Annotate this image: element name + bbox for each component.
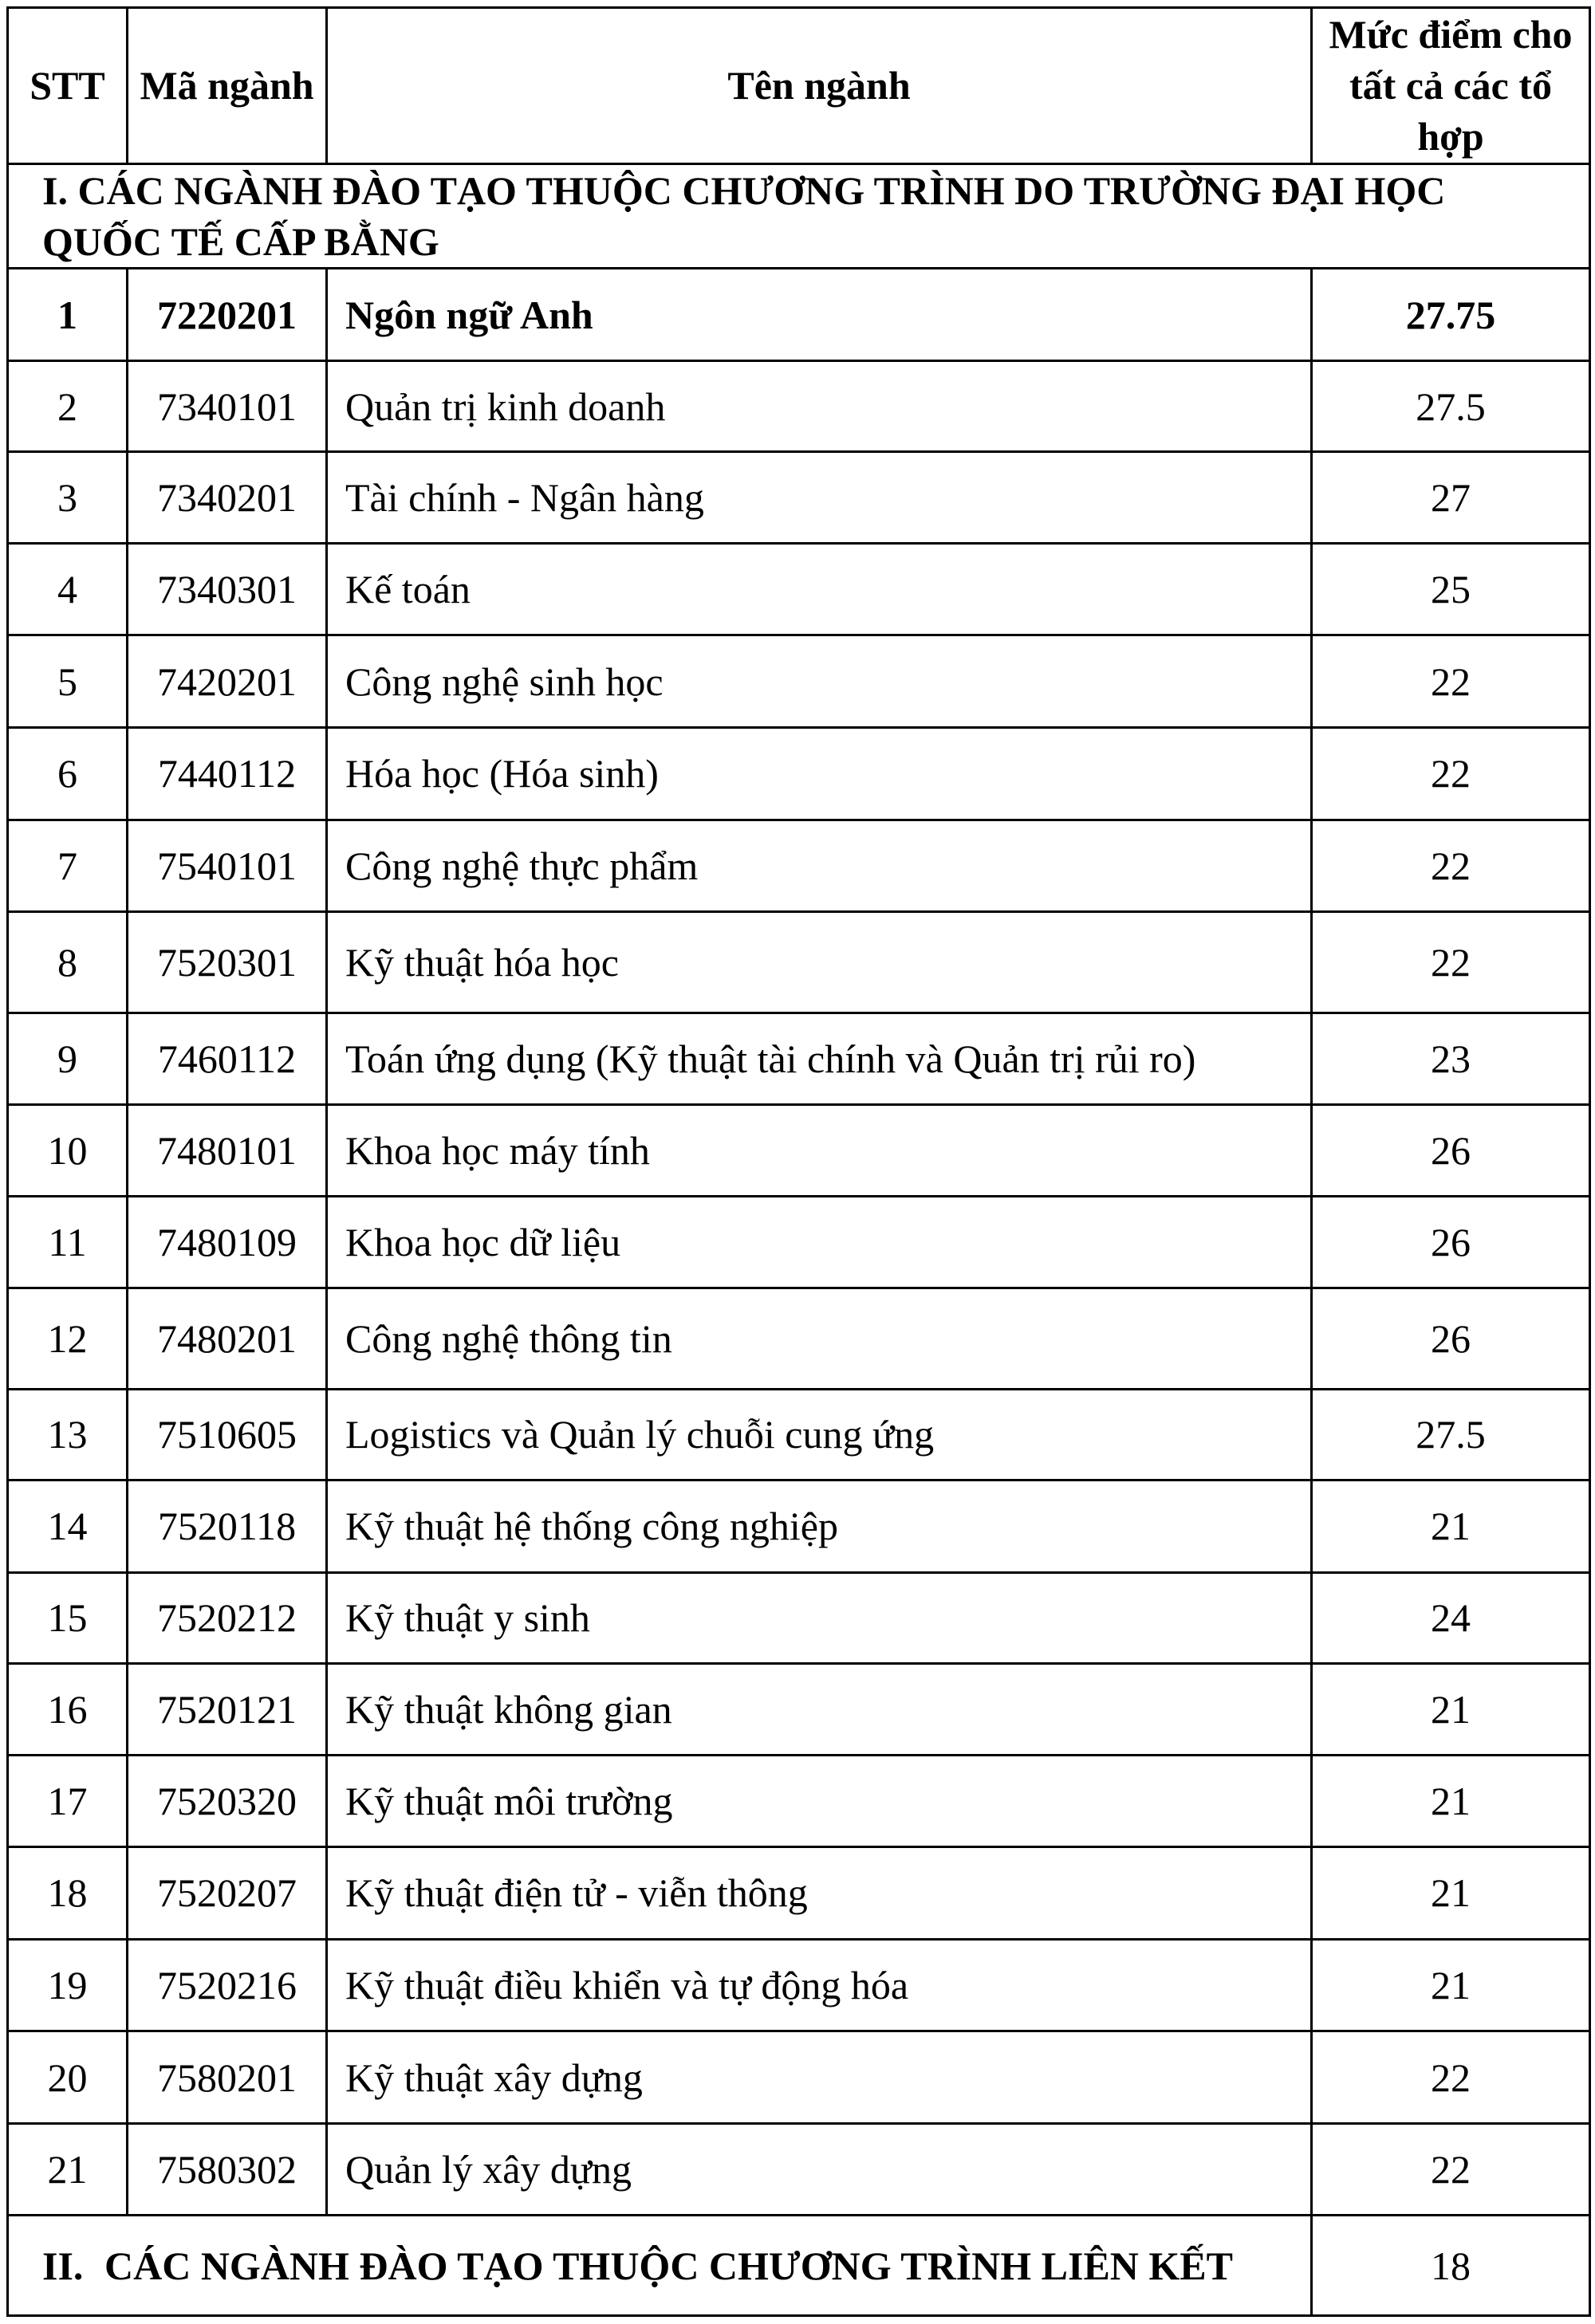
row-score: 21	[1312, 1481, 1590, 1573]
table-row	[8, 1664, 1590, 1756]
row-stt: 10	[8, 1105, 128, 1197]
table-row	[8, 820, 1590, 912]
table-row	[8, 1288, 1590, 1390]
table-row	[8, 1572, 1590, 1664]
table-row	[8, 1013, 1590, 1105]
row-name: Kỹ thuật hóa học	[327, 912, 1312, 1013]
row-score: 23	[1312, 1013, 1590, 1105]
section-1-row	[8, 163, 1590, 269]
row-stt: 11	[8, 1196, 128, 1288]
section-2-text: CÁC NGÀNH ĐÀO TẠO THUỘC CHƯƠNG TRÌNH LIÊN KẾT	[104, 2243, 1233, 2288]
table-row	[8, 635, 1590, 728]
row-stt: 15	[8, 1572, 128, 1664]
row-score: 26	[1312, 1288, 1590, 1390]
row-score: 27	[1312, 452, 1590, 544]
row-name: Công nghệ thông tin	[327, 1288, 1312, 1390]
row-code: 7220201	[128, 269, 327, 361]
row-name: Tài chính - Ngân hàng	[327, 452, 1312, 544]
table-row	[8, 1389, 1590, 1481]
table-row	[8, 1196, 1590, 1288]
row-score: 27.5	[1312, 360, 1590, 452]
row-code: 7510605	[128, 1389, 327, 1481]
section-2-score: 18	[1312, 2216, 1590, 2316]
table-row	[8, 728, 1590, 820]
row-stt: 17	[8, 1755, 128, 1847]
row-name: Khoa học dữ liệu	[327, 1196, 1312, 1288]
row-score: 26	[1312, 1196, 1590, 1288]
row-name: Kỹ thuật điện tử - viễn thông	[327, 1847, 1312, 1940]
table-row	[8, 1847, 1590, 1940]
row-score: 24	[1312, 1572, 1590, 1664]
section-2-row	[8, 2216, 1590, 2316]
row-name: Logistics và Quản lý chuỗi cung ứng	[327, 1389, 1312, 1481]
row-stt: 16	[8, 1664, 128, 1756]
row-score: 22	[1312, 728, 1590, 820]
table-row	[8, 1481, 1590, 1573]
row-code: 7480109	[128, 1196, 327, 1288]
row-name: Quản lý xây dựng	[327, 2123, 1312, 2216]
row-stt: 21	[8, 2123, 128, 2216]
row-code: 7480101	[128, 1105, 327, 1197]
table-row	[8, 2123, 1590, 2216]
row-score: 22	[1312, 2123, 1590, 2216]
row-stt: 18	[8, 1847, 128, 1940]
table-row	[8, 452, 1590, 544]
table-row	[8, 1939, 1590, 2031]
row-name: Công nghệ thực phẩm	[327, 820, 1312, 912]
row-stt: 20	[8, 2031, 128, 2124]
row-code: 7520320	[128, 1755, 327, 1847]
row-stt: 3	[8, 452, 128, 544]
row-score: 21	[1312, 1939, 1590, 2031]
row-score: 22	[1312, 2031, 1590, 2124]
row-code: 7340201	[128, 452, 327, 544]
row-score: 21	[1312, 1664, 1590, 1756]
row-name: Kỹ thuật không gian	[327, 1664, 1312, 1756]
row-code: 7580201	[128, 2031, 327, 2124]
row-code: 7520121	[128, 1664, 327, 1756]
row-score: 21	[1312, 1755, 1590, 1847]
row-stt: 7	[8, 820, 128, 912]
row-score: 22	[1312, 820, 1590, 912]
header-code: Mã ngành	[128, 8, 327, 164]
section-1-title: I. CÁC NGÀNH ĐÀO TẠO THUỘC CHƯƠNG TRÌNH DO TRƯỜNG ĐẠI HỌC QUỐC TẾ CẤP BẰNG	[8, 163, 1590, 269]
row-code: 7340101	[128, 360, 327, 452]
row-code: 7520207	[128, 1847, 327, 1940]
header-stt: STT	[8, 8, 128, 164]
row-stt: 2	[8, 360, 128, 452]
table-row	[8, 269, 1590, 361]
row-code: 7520301	[128, 912, 327, 1013]
row-stt: 5	[8, 635, 128, 728]
row-stt: 19	[8, 1939, 128, 2031]
row-name: Kỹ thuật hệ thống công nghiệp	[327, 1481, 1312, 1573]
row-name: Toán ứng dụng (Kỹ thuật tài chính và Quản trị rủi ro)	[327, 1013, 1312, 1105]
row-score: 27.5	[1312, 1389, 1590, 1481]
row-code: 7340301	[128, 543, 327, 635]
row-name: Kế toán	[327, 543, 1312, 635]
row-score: 22	[1312, 635, 1590, 728]
row-name: Kỹ thuật y sinh	[327, 1572, 1312, 1664]
row-score: 27.75	[1312, 269, 1590, 361]
row-code: 7540101	[128, 820, 327, 912]
table-row	[8, 1105, 1590, 1197]
row-name: Kỹ thuật xây dựng	[327, 2031, 1312, 2124]
row-stt: 8	[8, 912, 128, 1013]
row-name: Kỹ thuật môi trường	[327, 1755, 1312, 1847]
row-score: 21	[1312, 1847, 1590, 1940]
row-score: 26	[1312, 1105, 1590, 1197]
header-name: Tên ngành	[327, 8, 1312, 164]
row-code: 7440112	[128, 728, 327, 820]
row-stt: 4	[8, 543, 128, 635]
row-code: 7420201	[128, 635, 327, 728]
row-stt: 14	[8, 1481, 128, 1573]
row-code: 7580302	[128, 2123, 327, 2216]
row-name: Khoa học máy tính	[327, 1105, 1312, 1197]
row-name: Ngôn ngữ Anh	[327, 269, 1312, 361]
row-name: Kỹ thuật điều khiển và tự động hóa	[327, 1939, 1312, 2031]
table-row	[8, 360, 1590, 452]
row-code: 7480201	[128, 1288, 327, 1390]
row-score: 22	[1312, 912, 1590, 1013]
row-score: 25	[1312, 543, 1590, 635]
section-2-title	[8, 2216, 1312, 2316]
admission-score-table	[6, 6, 1591, 2317]
section-2-label: II.	[42, 2243, 84, 2288]
row-code: 7520212	[128, 1572, 327, 1664]
table-row	[8, 912, 1590, 1013]
row-name: Công nghệ sinh học	[327, 635, 1312, 728]
header-row	[8, 8, 1590, 164]
table-body	[8, 8, 1590, 2316]
row-stt: 9	[8, 1013, 128, 1105]
row-stt: 12	[8, 1288, 128, 1390]
row-stt: 6	[8, 728, 128, 820]
row-code: 7520216	[128, 1939, 327, 2031]
row-name: Quản trị kinh doanh	[327, 360, 1312, 452]
table-row	[8, 1755, 1590, 1847]
header-score: Mức điểm cho tất cả các tổ hợp	[1312, 8, 1590, 164]
row-stt: 13	[8, 1389, 128, 1481]
table-row	[8, 2031, 1590, 2124]
row-code: 7460112	[128, 1013, 327, 1105]
table-row	[8, 543, 1590, 635]
row-stt: 1	[8, 269, 128, 361]
row-code: 7520118	[128, 1481, 327, 1573]
row-name: Hóa học (Hóa sinh)	[327, 728, 1312, 820]
